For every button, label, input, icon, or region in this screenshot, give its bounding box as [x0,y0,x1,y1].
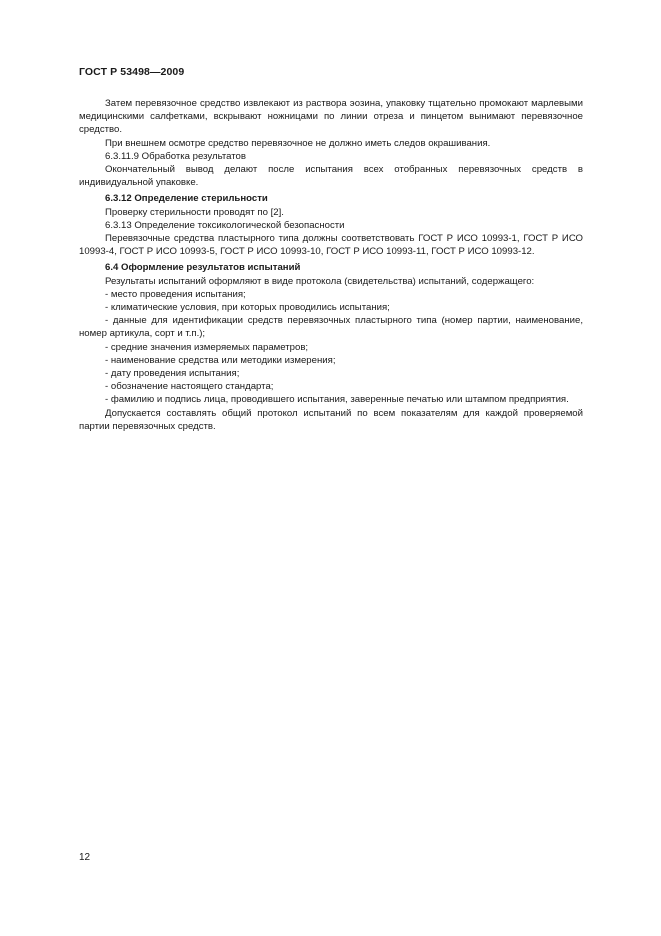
list-item: - средние значения измеряемых параметров; [105,341,309,353]
list-item: - фамилию и подпись лица, проводившего испытания, заверенные печатью или штампом предприятия. [105,394,569,406]
clause-6-3-13: 6.3.13 Определение токсикологической безопасности [105,219,345,231]
paragraph-final-conclusion: Окончательный вывод делают после испытания всех отобранных перевязочных средств в индивидуальной упаковке. [79,164,583,189]
clause-6-3-11-9: 6.3.11.9 Обработка результатов [105,150,246,162]
list-item: - данные для идентификации средств перевязочных пластырного типа (номер партии, наименование, номер артикула, сорт и т.п.); [79,315,583,340]
paragraph-sterility: Проверку стерильности проводят по [2]. [105,206,284,218]
page-number: 12 [79,852,91,863]
list-item: - место проведения испытания; [105,288,246,300]
list-item: - наименование средства или методики измерения; [105,354,336,366]
list-item: - дату проведения испытания; [105,368,240,380]
document-code: ГОСТ Р 53498—2009 [79,66,185,78]
paragraph-general-protocol: Допускается составлять общий протокол испытаний по всем показателям для каждой проверяемой партии перевязочных средств. [79,407,583,432]
list-item: - обозначение настоящего стандарта; [105,381,274,393]
body-text [79,97,583,433]
paragraph-toxicology-standards: Перевязочные средства пластырного типа должны соответствовать ГОСТ Р ИСО 10993-1, ГОСТ Р ИСО 10993-4, ГОСТ Р ИСО 10993-5, ГОСТ Р ИСО 10993-10, ГОСТ Р ИСО 10993-11, ГОСТ Р ИСО 10993-12. [79,233,583,258]
heading-6-4: 6.4 Оформление результатов испытаний [105,262,301,274]
paragraph-protocol-intro: Результаты испытаний оформляют в виде протокола (свидетельства) испытаний, содержащего: [105,275,535,287]
heading-6-3-12: 6.3.12 Определение стерильности [105,193,268,205]
paragraph-eosin-extraction: Затем перевязочное средство извлекают из раствора эозина, упаковку тщательно промокают марлевыми медицинскими салфетками, вскрывают ножницами по линии отреза и пинцетом вынимают перевязочное средство. [79,98,583,136]
paragraph-visual-inspection: При внешнем осмотре средство перевязочное не должно иметь следов окрашивания. [105,137,491,149]
list-item: - климатические условия, при которых проводились испытания; [105,302,390,314]
